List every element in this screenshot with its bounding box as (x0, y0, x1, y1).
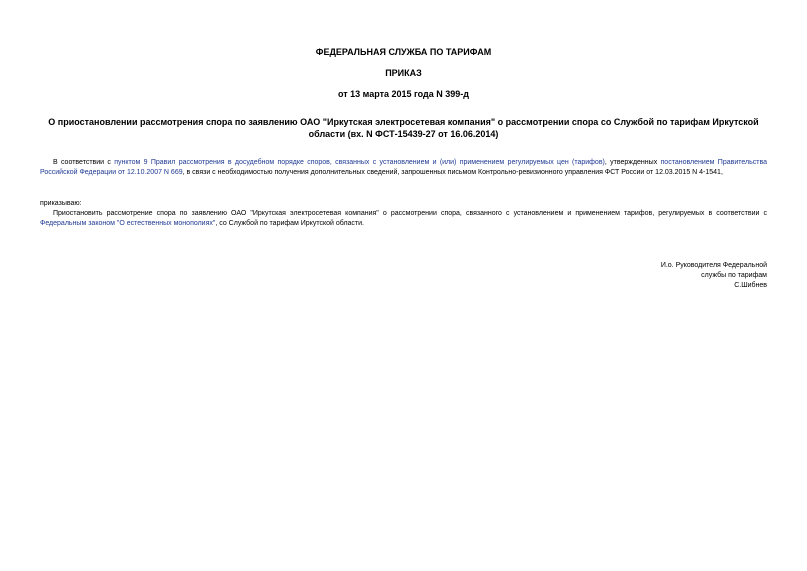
document-type-heading: ПРИКАЗ (385, 68, 422, 78)
signature-position: И.о. Руководителя Федеральной (660, 262, 767, 269)
basis-text-2: , утвержденных (604, 159, 661, 166)
basis-text-3: , в связи с необходимостью получения дополнительных сведений, запрошенных письмом Контрольно-ревизионного управления ФСТ России от 12.03.2015 N 4-1541, (182, 169, 723, 176)
decision-paragraph (40, 209, 767, 229)
ordered-line: приказываю: (40, 200, 82, 207)
document-date-number: от 13 марта 2015 года N 399-д (337, 89, 469, 99)
document-subject: О приостановлении рассмотрения спора по заявлению ОАО "Иркутская электросетевая компания" о рассмотрении спора со Службой по тарифам Иркутской области (вх. N ФСТ-15439-27 от 16.06.2014) (48, 117, 759, 139)
rules-link[interactable]: пунктом 9 Правил рассмотрения в досудебном порядке споров, связанных с установлением и (или) применением регулируемых цен (тарифов) (114, 159, 605, 166)
federal-law-link[interactable]: Федеральным законом "О естественных монополиях" (40, 220, 216, 227)
government-decree-link[interactable]: постановлением Правительства Российской Федерации от 12.10.2007 N 669 (40, 159, 768, 176)
signature-name: С.Шибнев (734, 282, 767, 289)
decision-text-1: Приостановить рассмотрение спора по заявлению ОАО "Иркутская электросетевая компания" о рассмотрении спора, связанного с установлением и применением тарифов, регулируемых в соответствии с (53, 210, 767, 217)
decision-text-2: , со Службой по тарифам Иркутской области. (215, 220, 364, 227)
basis-text-1: В соответствии с (53, 159, 115, 166)
agency-heading: ФЕДЕРАЛЬНАЯ СЛУЖБА ПО ТАРИФАМ (315, 47, 492, 57)
signature-agency: службы по тарифам (701, 272, 767, 279)
basis-paragraph (40, 158, 767, 178)
